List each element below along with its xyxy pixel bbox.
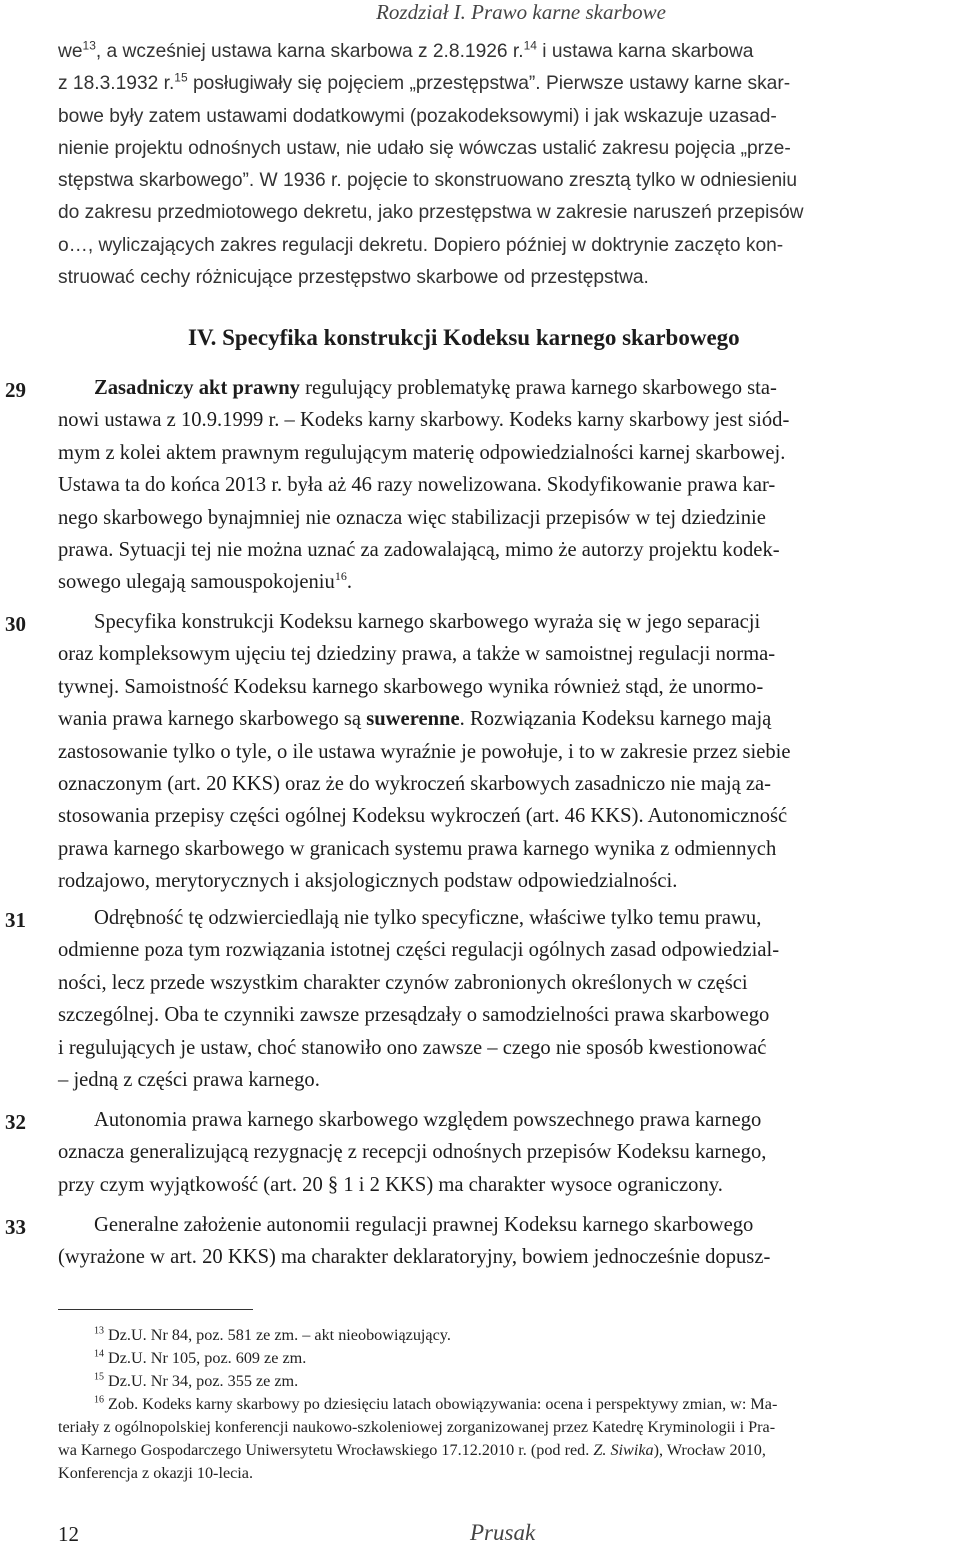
footnote-line: wa Karnego Gospodarczego Uniwersytetu Wrocławskiego 17.12.2010 r. (pod red. Z. Siwika), Wrocław 2010, xyxy=(58,1441,766,1459)
running-header: Rozdział I. Prawo karne skarbowe xyxy=(376,0,666,24)
paragraph-line: oraz kompleksowym ujęciu tej dziedziny prawa, a także w samoistnej regulacji norma- xyxy=(58,643,776,666)
paragraph-line: odmienne poza tym rozwiązania istotnej części regulacji ogólnych zasad odpowiedzial- xyxy=(58,939,780,962)
running-footer-author: Prusak xyxy=(470,1520,536,1545)
margin-number: 33 xyxy=(5,1215,26,1239)
paragraph-line: Specyfika konstrukcji Kodeksu karnego skarbowego wyraża się w jego separacji xyxy=(94,611,761,633)
intro-line: z 18.3.1932 r.$^{15}$ posługiwały się pojęciem „przestępstwa”. Pierwsze ustawy karne skar- xyxy=(58,70,791,95)
bold-term: Zasadniczy akt prawny xyxy=(94,377,300,399)
paragraph-32 xyxy=(58,1104,956,1201)
page-number: 12 xyxy=(58,1522,79,1546)
intro-line: do zakresu przedmiotowego dekretu, jako przestępstwa w zakresie naruszeń przepisów xyxy=(58,202,804,224)
paragraph-line: stosowania przepisy części ogólnej Kodeksu wykroczeń (art. 46 KKS). Autonomiczność xyxy=(58,805,788,828)
footnote-line: teriały z ogólnopolskiej konferencji naukowo-szkoleniowej zorganizowanej przez Katedrę Kryminologii i Pra- xyxy=(58,1418,776,1436)
paragraph-line: Zasadniczy akt prawny regulujący problematykę prawa karnego skarbowego sta- xyxy=(94,377,777,399)
paragraph-line: przy czym wyjątkowość (art. 20 § 1 i 2 KKS) ma charakter wysoce ograniczony. xyxy=(58,1173,723,1196)
intro-line: struować cechy różnicujące przestępstwo skarbowe od przestępstwa. xyxy=(58,267,649,289)
margin-number: 31 xyxy=(5,908,26,932)
paragraph-line: Odrębność tę odzwierciedlają nie tylko specyficzne, właściwe tylko temu prawu, xyxy=(94,907,762,929)
paragraph-line: wania prawa karnego skarbowego są suwerenne. Rozwiązania Kodeksu karnego mają xyxy=(58,708,772,731)
paragraph-line: (wyrażone w art. 20 KKS) ma charakter deklaratoryjny, bowiem jednocześnie dopusz- xyxy=(58,1246,771,1269)
paragraph-line: oznaczonym (art. 20 KKS) oraz że do wykroczeń skarbowych zasadniczo nie mają za- xyxy=(58,773,772,796)
footnote-ref[interactable]: 16 xyxy=(334,569,347,584)
paragraph-line: zastosowanie tylko o tyle, o ile ustawa wyraźnie je powołuje, i to w zakresie przez siebie xyxy=(58,740,791,763)
footnotes xyxy=(58,1324,954,1485)
bold-term: suwerenne xyxy=(366,708,460,731)
paragraph-30 xyxy=(58,606,956,898)
paragraph-line: rodzajowo, merytorycznych i aksjologicznych podstaw odpowiedzialności. xyxy=(58,870,678,893)
margin-number: 30 xyxy=(5,612,26,636)
footnote-separator xyxy=(58,1309,253,1310)
paragraph-line: sowego ulegają samouspokojeniu$^{16}$. xyxy=(58,569,352,594)
paragraph-line: oznacza generalizującą rezygnację z recepcji odnośnych przepisów Kodeksu karnego, xyxy=(58,1141,767,1164)
intro-line: bowe były zatem ustawami dodatkowymi (pozakodeksowymi) i jak wskazuje uzasad- xyxy=(58,105,777,127)
paragraph-line: nowi ustawa z 10.9.1999 r. – Kodeks karny skarbowy. Kodeks karny skarbowy jest siód- xyxy=(58,409,790,432)
footnote: $^{16}$ Zob. Kodeks karny skarbowy po dziesięciu latach obowiązywania: ocena i perspektywy zmian, w: Ma- xyxy=(94,1394,778,1413)
section-title: IV. Specyfika konstrukcji Kodeksu karnego skarbowego xyxy=(188,325,740,350)
paragraph-33 xyxy=(58,1209,956,1274)
paragraph-line: prawa karnego skarbowego w granicach systemu prawa karnego wynika z odmiennych xyxy=(58,837,777,860)
footnote: $^{14}$ Dz.U. Nr 105, poz. 609 ze zm. xyxy=(94,1348,307,1367)
margin-number: 29 xyxy=(5,378,26,402)
intro-line: $we^{13}$, a wcześniej ustawa karna skarbowa z 2.8.1926 r.$^{14}$ i ustawa karna skarbowa xyxy=(58,38,754,62)
paragraph-line: tywnej. Samoistność Kodeksu karnego skarbowego wynika również stąd, że unormo- xyxy=(58,675,764,698)
paragraph-29 xyxy=(58,372,956,599)
footnote-line: Konferencja z okazji 10-lecia. xyxy=(58,1464,254,1482)
paragraph-line: Ustawa ta do końca 2013 r. była aż 46 razy nowelizowana. Skodyfikowanie prawa kar- xyxy=(58,474,776,497)
paragraph-line: ności, lecz przede wszystkim charakter czynów zabronionych określonych w części xyxy=(58,971,748,994)
footnote: $^{15}$ Dz.U. Nr 34, poz. 355 ze zm. xyxy=(94,1371,299,1390)
paragraph-line: szczególnej. Oba te czynniki zawsze przesądzały o samodzielności prawa skarbowego xyxy=(58,1004,770,1027)
paragraph-line: – jedną z części prawa karnego. xyxy=(58,1069,320,1092)
intro-line: stępstwa skarbowego”. W 1936 r. pojęcie to skonstruowano zresztą tylko w odniesieniu xyxy=(58,170,798,192)
margin-number: 32 xyxy=(5,1110,26,1134)
paragraph-31 xyxy=(58,902,956,1096)
intro-line: o…, wyliczających zakres regulacji dekretu. Dopiero później w doktrynie zaczęto kon- xyxy=(58,234,784,256)
intro-paragraph xyxy=(58,36,956,294)
intro-line: nienie projektu odnośnych ustaw, nie udało się wówczas ustalić zakresu pojęcia „prze- xyxy=(58,137,791,159)
paragraph-line: Generalne założenie autonomii regulacji prawnej Kodeksu karnego skarbowego xyxy=(94,1214,754,1236)
footnote-ref[interactable]: 13 xyxy=(82,38,96,53)
paragraph-line: i regulujących je ustaw, choć stanowiło ono zawsze – czego nie sposób kwestionować xyxy=(58,1036,767,1059)
paragraph-line: nego skarbowego bynajmniej nie oznacza więc stabilizacji przepisów w tej dziedzinie xyxy=(58,506,766,529)
footnote: $^{13}$ Dz.U. Nr 84, poz. 581 ze zm. – akt nieobowiązujący. xyxy=(94,1325,451,1344)
footnote-ref[interactable]: 14 xyxy=(523,38,537,53)
paragraph-line: mym z kolei aktem prawnym regulującym materię odpowiedzialności karnej skarbowej. xyxy=(58,441,786,464)
footnote-ref[interactable]: 15 xyxy=(174,70,188,85)
paragraph-line: prawa. Sytuacji tej nie można uznać za zadowalającą, mimo że autorzy projektu kodek- xyxy=(58,539,780,562)
paragraph-line: Autonomia prawa karnego skarbowego względem powszechnego prawa karnego xyxy=(94,1109,762,1131)
